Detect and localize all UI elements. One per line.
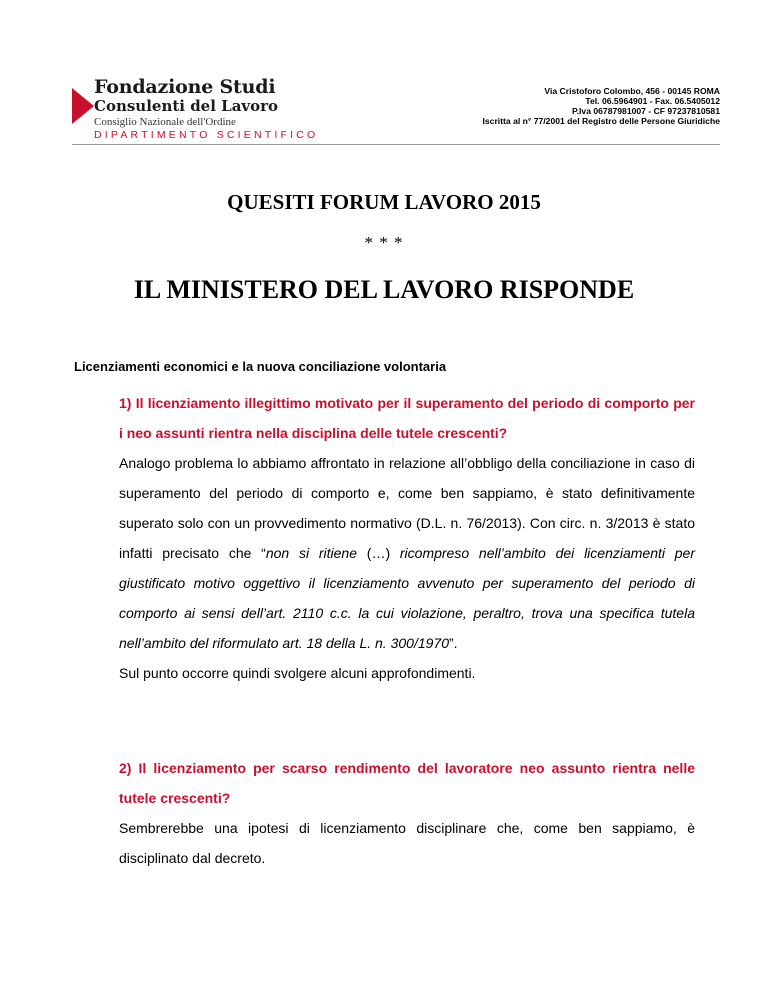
- answer-1-quote-end: ”.: [448, 635, 458, 651]
- document-subtitle: IL MINISTERO DEL LAVORO RISPONDE: [133, 275, 635, 304]
- logo-triangle-icon: [72, 88, 94, 124]
- contact-vat: P.Iva 06787981007 - CF 97237810581: [572, 106, 720, 116]
- answer-1: [119, 448, 695, 658]
- logo-title: Fondazione Studi: [94, 76, 276, 98]
- logo-subtitle: Consulenti del Lavoro: [94, 97, 279, 115]
- contact-registry: Iscritta al n° 77/2001 del Registro delle Persone Giuridiche: [482, 116, 720, 126]
- answer-1-text: Analogo problema lo abbiamo affrontato in relazione all’obbligo della conciliazione in caso di superamento del periodo di comporto e, come ben sappiamo, è stato definitivamente superato solo con un provvedimento normativo (D.L. n. 76/2013). Con circ. n. 3/2013 è stato infatti precisato che “: [119, 455, 695, 561]
- foundation-logo: [72, 74, 362, 141]
- answer-1-quote-a: non si ritiene: [265, 545, 357, 561]
- title-separator: * * *: [364, 233, 404, 252]
- section-heading: Licenziamenti economici e la nuova conciliazione volontaria: [74, 359, 447, 374]
- logo-department: DIPARTIMENTO SCIENTIFICO: [94, 129, 319, 141]
- question-1: 1) Il licenziamento illegittimo motivato per il superamento del periodo di comporto per i neo assunti rientra nella disciplina delle tutele crescenti?: [119, 395, 695, 441]
- answer-1-followup: Sul punto occorre quindi svolgere alcuni approfondimenti.: [119, 665, 476, 681]
- document-title: QUESITI FORUM LAVORO 2015: [227, 190, 541, 214]
- letterhead-divider: [72, 144, 720, 145]
- answer-1-ellipsis: (…): [357, 545, 400, 561]
- logo-council: Consiglio Nazionale dell'Ordine: [94, 116, 236, 128]
- contact-phone: Tel. 06.5964901 - Fax. 06.5405012: [585, 96, 720, 106]
- question-block-2: [119, 753, 695, 873]
- contact-block: [483, 86, 720, 126]
- question-2: 2) Il licenziamento per scarso rendimento del lavoratore neo assunto rientra nelle tutele crescenti?: [119, 760, 695, 806]
- answer-2: Sembrerebbe una ipotesi di licenziamento disciplinare che, come ben sappiamo, è disciplinato dal decreto.: [119, 820, 695, 866]
- contact-address: Via Cristoforo Colombo, 456 - 00145 ROMA: [544, 86, 720, 96]
- question-block-1: [119, 388, 695, 688]
- answer-1-quote-b: ricompreso nell’ambito dei licenziamenti per giustificato motivo oggettivo il licenziamento avvenuto per superamento del periodo di comporto ai sensi dell’art. 2110 c.c. la cui violazione, peraltro, trova una specifica tutela nell’ambito del riformulato art. 18 della L. n. 300/1970: [119, 545, 696, 651]
- letterhead: [72, 74, 720, 146]
